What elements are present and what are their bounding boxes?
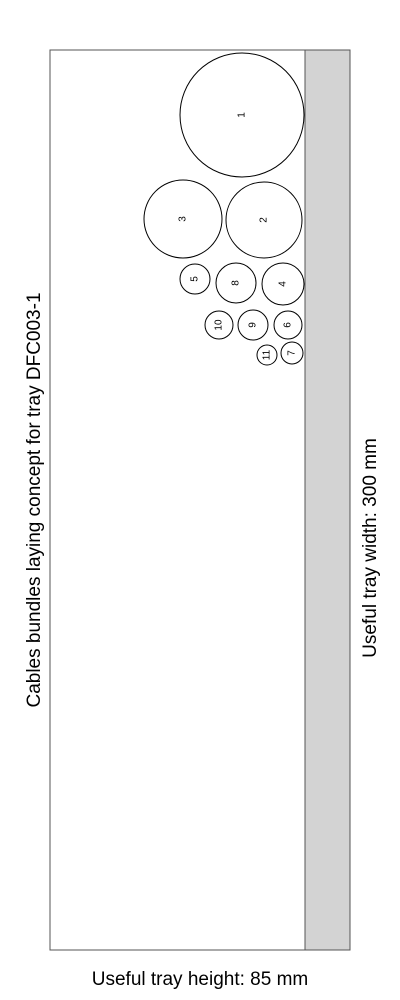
diagram-title: Cables bundles laying concept for tray DFC003-1 <box>24 292 45 708</box>
cable-bundle-label-2: 2 <box>258 217 270 223</box>
cable-bundle-label-11: 11 <box>261 349 273 361</box>
cable-bundle-label-8: 8 <box>230 280 242 286</box>
cable-bundle-label-1: 1 <box>236 112 248 118</box>
cable-bundle-label-10: 10 <box>213 319 225 331</box>
cable-bundle-label-6: 6 <box>282 322 294 328</box>
tray-height-label: Useful tray height: 85 mm <box>91 969 309 990</box>
tray-base <box>305 50 350 950</box>
cable-bundle-label-7: 7 <box>286 350 298 356</box>
cable-bundle-label-4: 4 <box>277 281 289 287</box>
cable-bundle-label-3: 3 <box>177 216 189 222</box>
cable-bundle-label-5: 5 <box>189 276 201 282</box>
tray-width-label: Useful tray width: 300 mm <box>360 438 381 658</box>
cable-bundle-label-9: 9 <box>247 322 259 328</box>
